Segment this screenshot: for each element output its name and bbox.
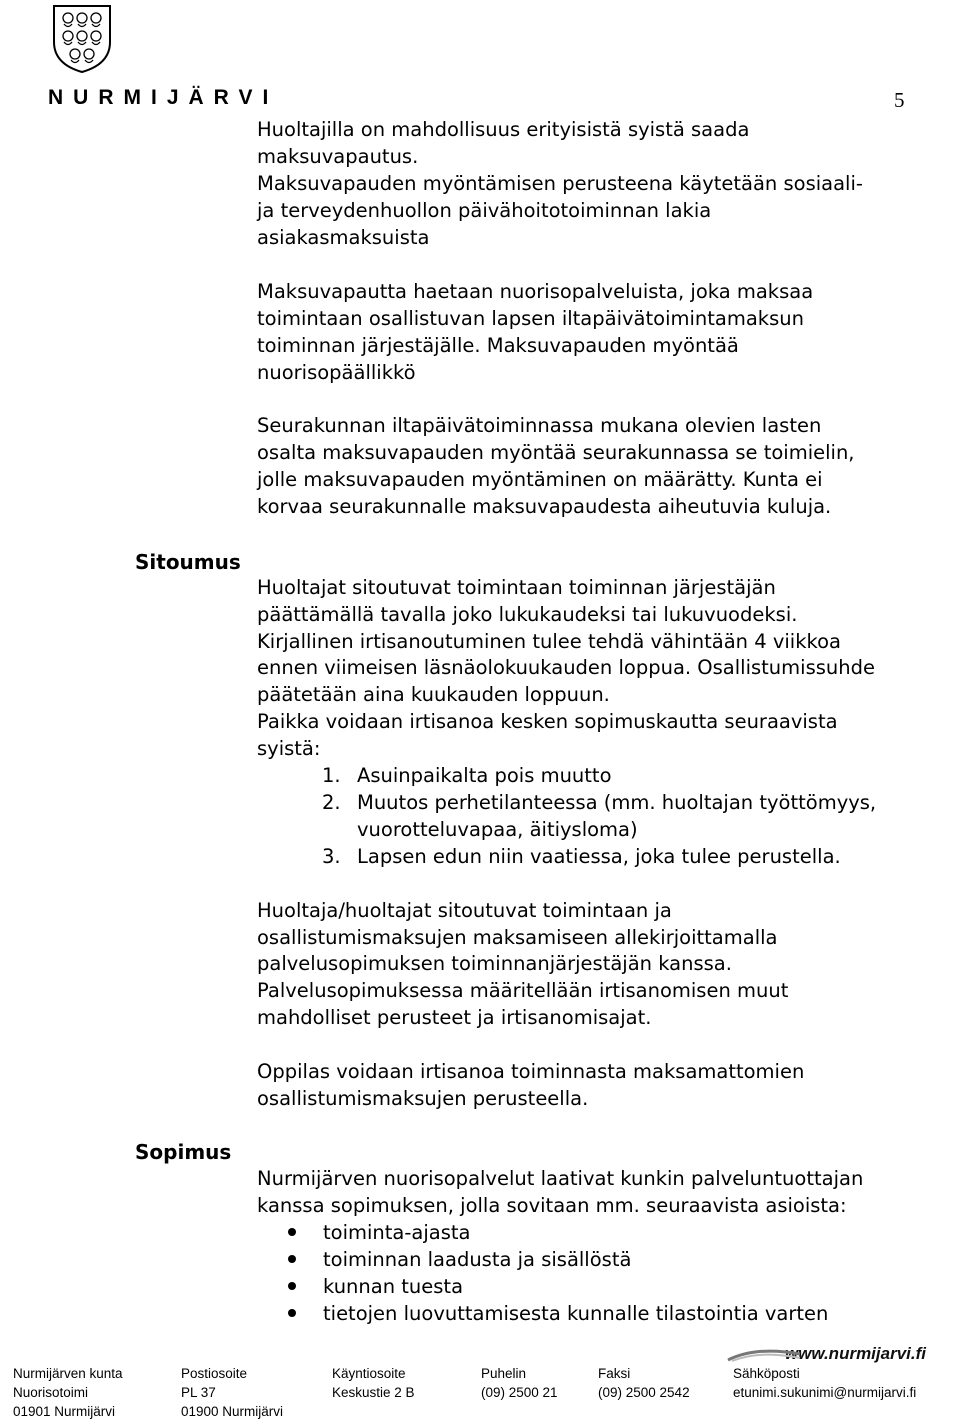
logo-wordmark: NURMIJÄRVI bbox=[48, 86, 279, 109]
paragraph-line: nuorisopäällikkö bbox=[257, 361, 416, 384]
intro-line: asiakasmaksuista bbox=[257, 226, 430, 249]
sitoumus-paragraph-line: Huoltaja/huoltajat sitoutuvat toimintaan ja bbox=[257, 899, 672, 922]
sitoumus-paragraph-line: mahdolliset perusteet ja irtisanomisajat. bbox=[257, 1006, 652, 1029]
paragraph-line: Maksuvapautta haetaan nuorisopalveluista, joka maksaa bbox=[257, 280, 814, 303]
sitoumus-line: Paikka voidaan irtisanoa kesken sopimuskautta seuraavista bbox=[257, 710, 838, 733]
paragraph-line: korvaa seurakunnalle maksuvapaudesta aiheutuvia kuluja. bbox=[257, 495, 832, 518]
list-item: Muutos perhetilanteessa (mm. huoltajan työttömyys, bbox=[357, 791, 877, 814]
bullet-icon bbox=[288, 1282, 296, 1290]
sitoumus-line: Kirjallinen irtisanoutuminen tulee tehdä vähintään 4 viikkoa bbox=[257, 630, 841, 653]
footer-column bbox=[13, 1364, 123, 1421]
sopimus-line: Nurmijärven nuorisopalvelut laativat kunkin palveluntuottajan bbox=[257, 1167, 864, 1190]
bullet-item: toiminta-ajasta bbox=[323, 1221, 471, 1244]
footer-text: PL 37 bbox=[181, 1385, 216, 1400]
footer-email[interactable]: etunimi.sukunimi@nurmijarvi.fi bbox=[733, 1385, 917, 1400]
swoosh-icon bbox=[726, 1348, 802, 1362]
footer-text: 01901 Nurmijärvi bbox=[13, 1404, 116, 1419]
website-url[interactable]: www.nurmijarvi.fi bbox=[784, 1344, 926, 1363]
sitoumus-paragraph-line: palvelusopimuksen toiminnanjärjestäjän kanssa. bbox=[257, 952, 732, 975]
paragraph-line: osalta maksuvapauden myöntää seurakunnassa se toimielin, bbox=[257, 441, 855, 464]
footer-text: Sähköposti bbox=[733, 1366, 800, 1381]
bullet-icon bbox=[288, 1255, 296, 1263]
section-heading-sopimus: Sopimus bbox=[135, 1140, 232, 1164]
list-number: 2. bbox=[322, 791, 341, 814]
intro-line: maksuvapautus. bbox=[257, 145, 419, 168]
footer-text: (09) 2500 2542 bbox=[598, 1385, 690, 1400]
footer-text: Nurmijärven kunta bbox=[13, 1366, 123, 1381]
sitoumus-line: ennen viimeisen läsnäolokuukauden loppua. Osallistumissuhde bbox=[257, 656, 875, 679]
sitoumus-paragraph-line: osallistumismaksujen perusteella. bbox=[257, 1087, 589, 1110]
sitoumus-line: päätetään aina kuukauden loppuun. bbox=[257, 683, 610, 706]
footer-column bbox=[481, 1364, 558, 1402]
paragraph-line: toiminnan järjestäjälle. Maksuvapauden myöntää bbox=[257, 334, 739, 357]
bullet-icon bbox=[288, 1228, 296, 1236]
bullet-item: toiminnan laadusta ja sisällöstä bbox=[323, 1248, 632, 1271]
coat-of-arms-icon bbox=[50, 4, 114, 74]
footer-text: Keskustie 2 B bbox=[332, 1385, 415, 1400]
list-number: 1. bbox=[322, 764, 341, 787]
list-item-continuation: vuorotteluvapaa, äitiysloma) bbox=[357, 818, 638, 841]
footer-text: Puhelin bbox=[481, 1366, 527, 1381]
section-heading-sitoumus: Sitoumus bbox=[135, 550, 241, 574]
footer-text: Nuorisotoimi bbox=[13, 1385, 89, 1400]
paragraph-line: jolle maksuvapauden myöntäminen on määrätty. Kunta ei bbox=[257, 468, 823, 491]
sitoumus-paragraph-line: Palvelusopimuksessa määritellään irtisanomisen muut bbox=[257, 979, 789, 1002]
sitoumus-paragraph-line: Oppilas voidaan irtisanoa toiminnasta maksamattomien bbox=[257, 1060, 805, 1083]
bullet-icon bbox=[288, 1309, 296, 1317]
paragraph-line: toimintaan osallistuvan lapsen iltapäivätoimintamaksun bbox=[257, 307, 804, 330]
footer-text: Käyntiosoite bbox=[332, 1366, 406, 1381]
footer bbox=[0, 1364, 960, 1426]
footer-column bbox=[598, 1364, 690, 1402]
intro-line: ja terveydenhuollon päivähoitotoiminnan lakia bbox=[257, 199, 712, 222]
footer-text: 01900 Nurmijärvi bbox=[181, 1404, 284, 1419]
nurmijarvi-logo bbox=[48, 4, 298, 108]
footer-column bbox=[733, 1364, 916, 1402]
paragraph-line: Seurakunnan iltapäivätoiminnassa mukana olevien lasten bbox=[257, 414, 822, 437]
list-item: Asuinpaikalta pois muutto bbox=[357, 764, 612, 787]
footer-column bbox=[181, 1364, 283, 1421]
page-number: 5 bbox=[894, 88, 905, 112]
list-item: Lapsen edun niin vaatiessa, joka tulee perustella. bbox=[357, 845, 841, 868]
list-number: 3. bbox=[322, 845, 341, 868]
footer-text: Faksi bbox=[598, 1366, 631, 1381]
bullet-item: tietojen luovuttamisesta kunnalle tilastointia varten bbox=[323, 1302, 829, 1325]
sitoumus-paragraph-line: osallistumismaksujen maksamiseen allekirjoittamalla bbox=[257, 926, 778, 949]
footer-column bbox=[332, 1364, 415, 1402]
intro-line: Maksuvapauden myöntämisen perusteena käytetään sosiaali- bbox=[257, 172, 863, 195]
sitoumus-line: syistä: bbox=[257, 737, 321, 760]
sopimus-line: kanssa sopimuksen, jolla sovitaan mm. seuraavista asioista: bbox=[257, 1194, 847, 1217]
sitoumus-line: Huoltajat sitoutuvat toimintaan toiminnan järjestäjän bbox=[257, 576, 776, 599]
intro-line: Huoltajilla on mahdollisuus erityisistä syistä saada bbox=[257, 118, 750, 141]
footer-text: (09) 2500 21 bbox=[481, 1385, 558, 1400]
bullet-item: kunnan tuesta bbox=[323, 1275, 464, 1298]
sitoumus-line: päättämällä tavalla joko lukukaudeksi tai lukuvuodeksi. bbox=[257, 603, 798, 626]
footer-text: Postiosoite bbox=[181, 1366, 248, 1381]
